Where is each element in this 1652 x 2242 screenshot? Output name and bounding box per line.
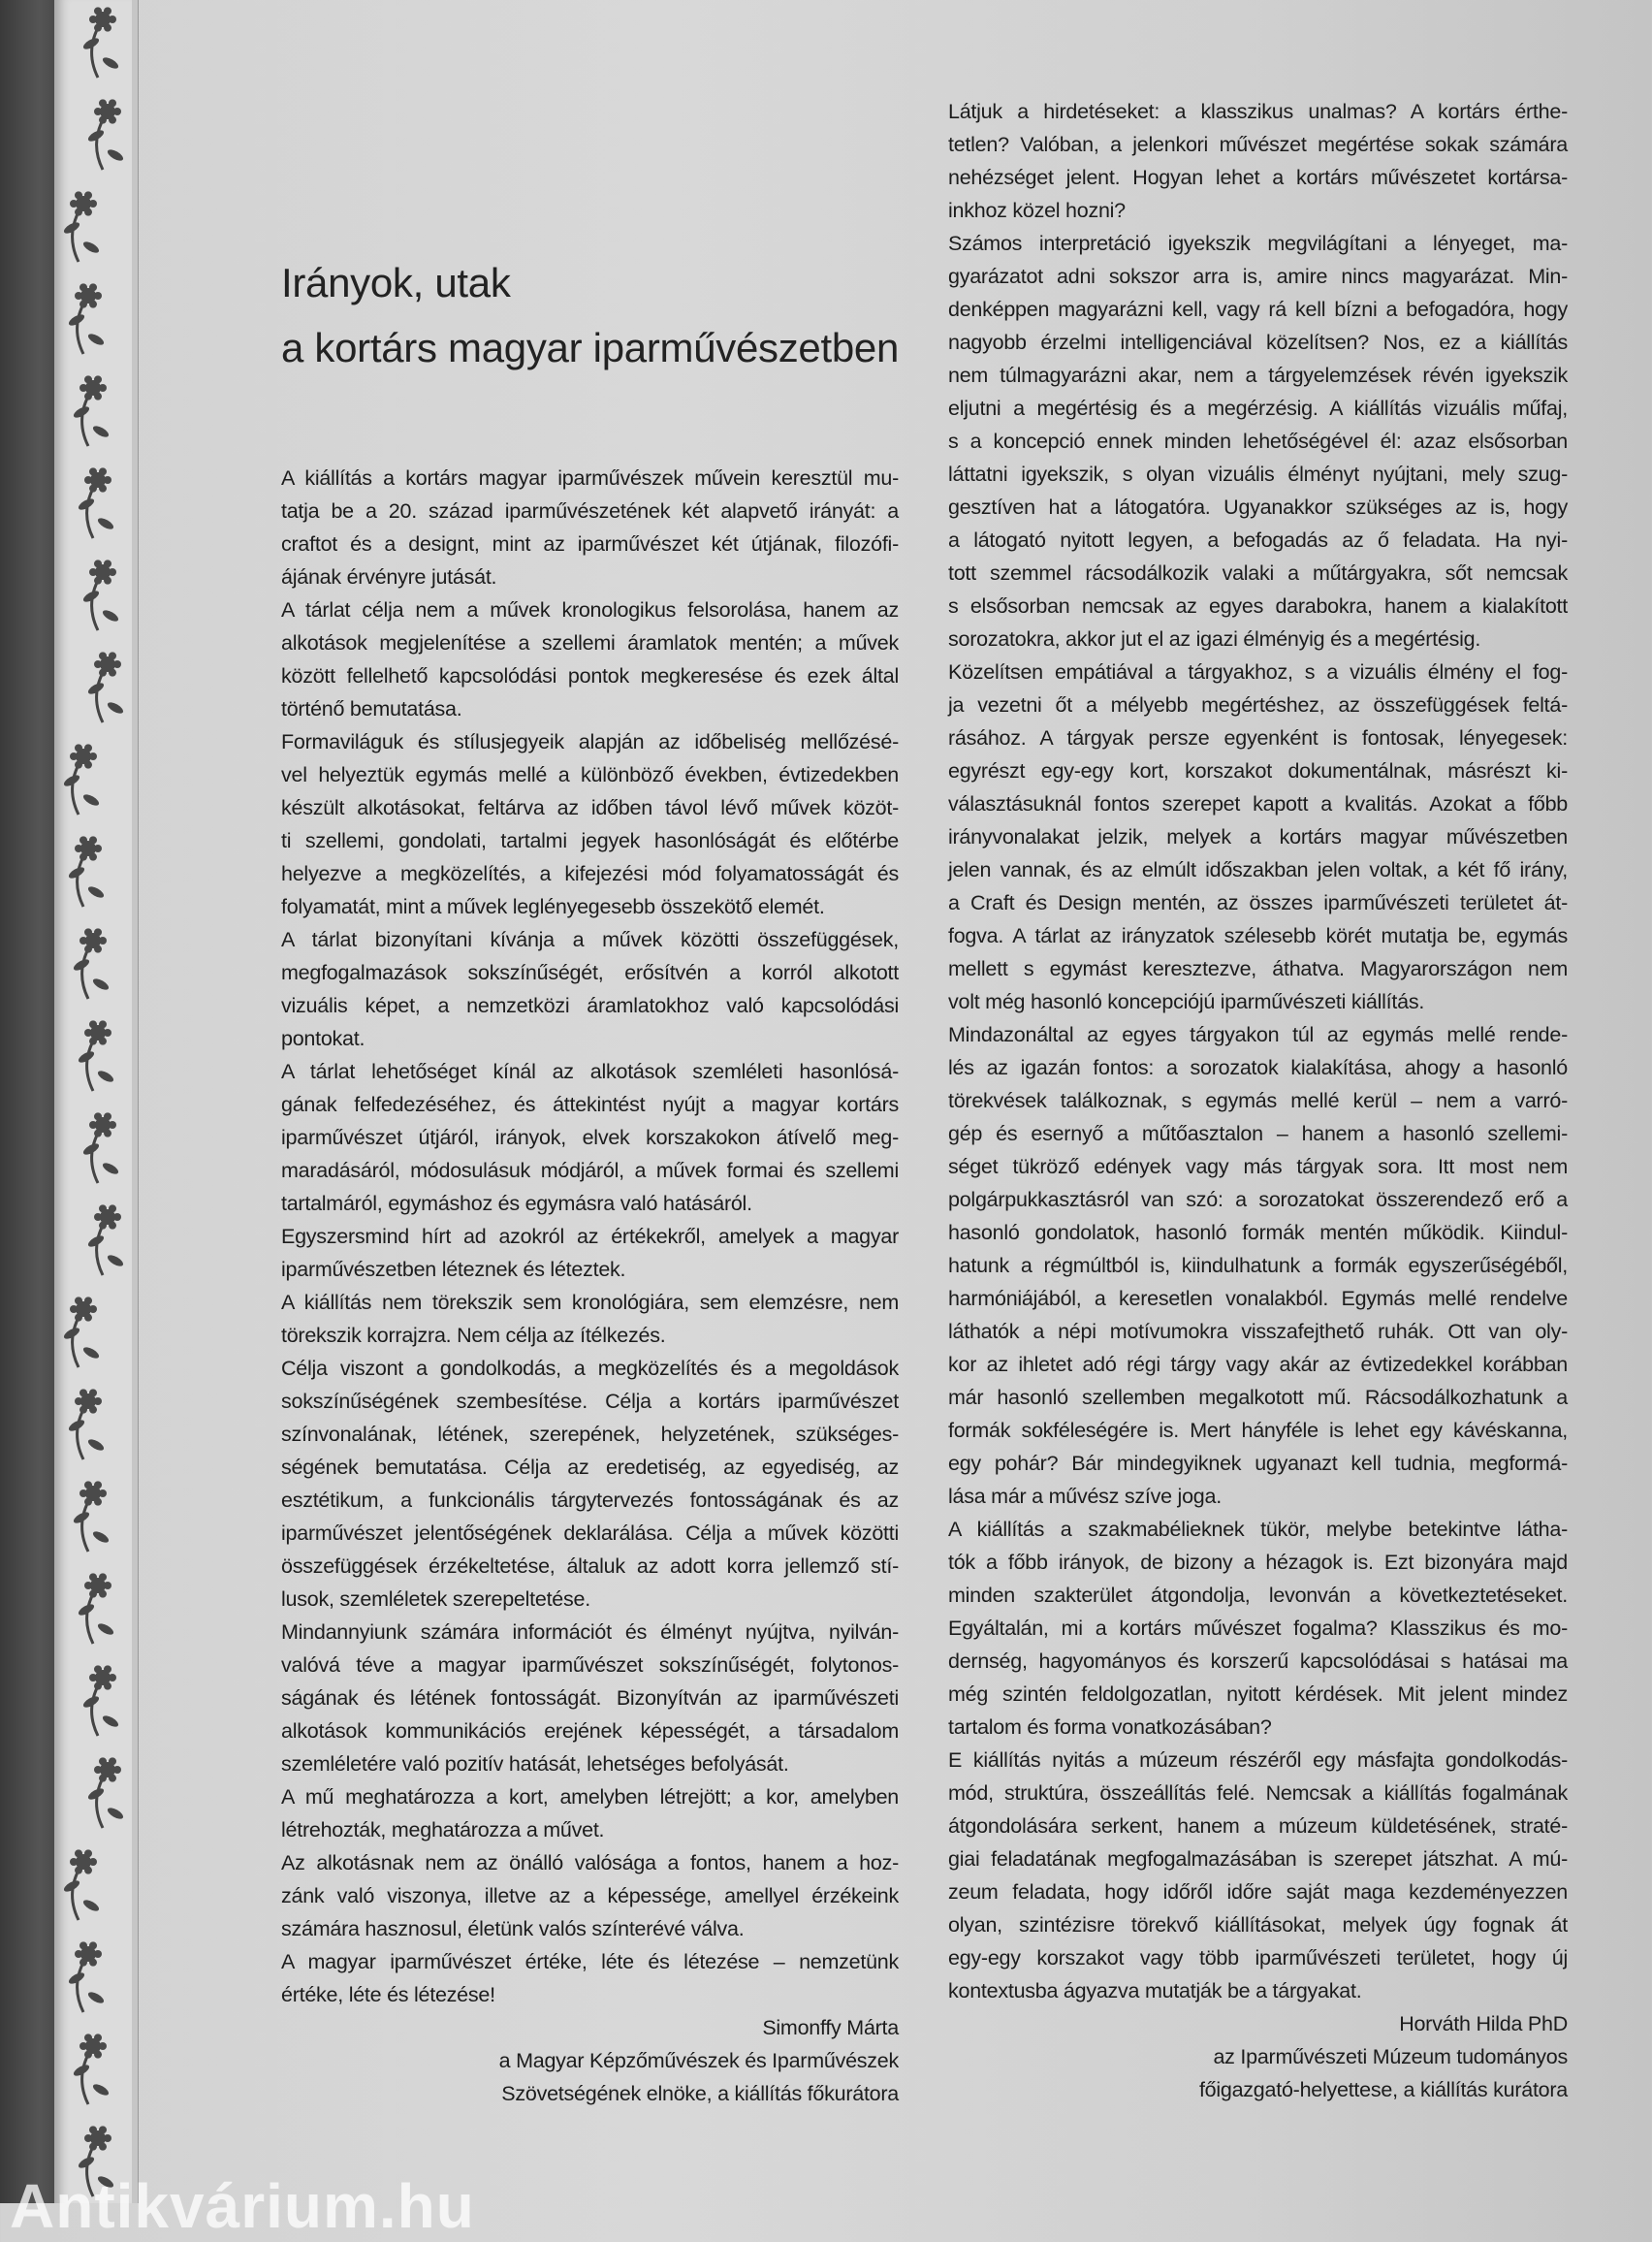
text-line: gyarázatot adni sokszor arra is, amire nincs magyarázat. Min- [948, 265, 1568, 288]
author-title: Szövetségének elnöke, a kiállítás főkurátora [501, 2082, 899, 2105]
text-line: iparművészetben léteznek és léteztek. [281, 1258, 626, 1281]
text-line: mellett s egymást keresztezve, áthatva. Magyarországon nem [948, 957, 1568, 980]
book-spine-shadow [0, 0, 56, 2203]
text-line: Közelítsen empátiával a tárgyakhoz, s a vizuális élmény el fog- [948, 660, 1568, 684]
text-line: ájának érvényre jutását. [281, 565, 497, 589]
text-line: szemléletére való pozitív hatását, lehetséges befolyását. [281, 1752, 789, 1776]
title-line-2: a kortárs magyar iparművészetben [281, 325, 900, 370]
text-line: zánk való viszonya, illetve az a képessége, amellyel érzékeink [281, 1884, 899, 1907]
paragraph [281, 1780, 899, 1846]
text-line: gának felfedezéséhez, és áttekintést nyújt a magyar kortárs [281, 1093, 899, 1116]
text-line: alkotások kommunikációs erejének képességét, a társadalom [281, 1719, 899, 1743]
text-line: egy-egy korszakot vagy több iparművészeti területet, hogy új [948, 1946, 1568, 1970]
paragraph [281, 923, 899, 1055]
text-line: sokszínűségének szembesítése. Célja a kortárs iparművészet [281, 1390, 899, 1413]
author-title: főigazgató-helyettese, a kiállítás kurátora [1198, 2078, 1568, 2101]
text-line: Célja viszont a gondolkodás, a megközelítés és a megoldások [281, 1357, 899, 1380]
text-line: Egyszersmind hírt ad azokról az értékekről, amelyek a magyar [281, 1225, 899, 1248]
text-line: A tárlat célja nem a művek kronologikus felsorolása, hanem az [281, 598, 899, 622]
text-line: megfogalmazások sokszínűségét, erősítvén a korról alkotott [281, 961, 899, 984]
paragraph [948, 227, 1568, 656]
text-line: valóvá téve a magyar iparművészet sokszínűségét, folytonos- [281, 1653, 899, 1677]
paragraph [281, 1616, 899, 1780]
text-line: ségének bemutatása. Célja az eredetiség, az egyediség, az [281, 1456, 899, 1479]
text-line: kor az ihletet adó régi tárgy vagy akár az évtizedekkel korábban [948, 1353, 1568, 1376]
page-edge [132, 0, 139, 2203]
text-line: gesztíven hat a látogatóra. Ugyanakkor szükséges az is, hogy [948, 496, 1568, 519]
text-line: irányvonalakat jelzik, melyek a kortárs magyar művészetben [948, 825, 1568, 849]
text-line: nem túlmagyarázni akar, nem a tárgyelemzések révén igyekszik [948, 364, 1568, 387]
text-line: hasonló gondolatok, hasonló formák mentén működik. Kiindul- [948, 1221, 1568, 1244]
text-line: létrehozták, meghatározza a művet. [281, 1818, 605, 1842]
paragraph [281, 725, 899, 923]
text-line: kontextusba ágyazva mutatják be a tárgyakat. [948, 1979, 1362, 2002]
text-line: láttatni igyekszik, s olyan vizuális élményt nyújtani, mely szug- [948, 463, 1568, 486]
text-line: A tárlat lehetőséget kínál az alkotások szemléleti hasonlósá- [281, 1060, 899, 1083]
text-line: mód, struktúra, összeállítás felé. Nemcsak a kiállítás fogalmának [948, 1781, 1568, 1805]
paragraph [281, 1286, 899, 1352]
text-line: helyezve a megközelítés, a kifejezési mód folyamatosságát és [281, 862, 899, 885]
text-line: vizuális képet, a nemzetközi áramlatokhoz való kapcsolódási [281, 994, 899, 1017]
text-line: tetlen? Valóban, a jelenkori művészet megértése sokak számára [948, 133, 1568, 156]
floral-pattern-border [54, 0, 135, 2203]
signature-block [948, 2007, 1568, 2106]
text-line: nagyobb érzelmi intelligenciával közelítsen? Nos, ez a kiállítás [948, 331, 1568, 354]
text-line: Az alkotásnak nem az önálló valósága a fontos, hanem a hoz- [281, 1851, 899, 1874]
paragraph [948, 95, 1568, 227]
text-line: egy pohár? Bár mindegyiknek ugyanazt kell tudnia, megformá- [948, 1452, 1568, 1475]
paragraph [281, 1055, 899, 1220]
signature-block [281, 2011, 899, 2110]
left-text-column [281, 462, 899, 2110]
text-line: iparművészet jelentőségének deklarálása. Célja a művek közötti [281, 1521, 899, 1545]
text-line: formák sokféleségére is. Mert hányféle is lehet egy kávéskanna, [948, 1419, 1568, 1442]
text-line: inkhoz közel hozni? [948, 199, 1126, 222]
text-line: volt még hasonló koncepciójú iparművészeti kiállítás. [948, 990, 1425, 1013]
text-line: összefüggések érzékeltetése, általuk az adott korra jellemző stí- [281, 1554, 899, 1578]
text-line: ti szellemi, gondolati, tartalmi jegyek hasonlóságát és előtérbe [281, 829, 899, 852]
text-line: választásuknál fontos szerepet kapott a kvalitás. Azokat a főbb [948, 792, 1568, 816]
author-title: a Magyar Képzőművészek és Iparművészek [498, 2049, 899, 2072]
text-line: s a koncepció ennek minden lehetőségével él: azaz elsősorban [948, 430, 1568, 453]
text-line: sorozatokra, akkor jut el az igazi élményig és a megértésig. [948, 627, 1481, 651]
text-line: számára hasznosul, életünk valós színterévé válva. [281, 1917, 745, 1940]
paragraph [948, 1018, 1568, 1513]
text-line: rásához. A tárgyak persze egyenként is fontosak, lényegesek: [948, 726, 1568, 750]
text-line: értéke, léte és létezése! [281, 1983, 495, 2006]
text-line: egyrészt egy-egy kort, korszakot dokumentálnak, másrészt ki- [948, 759, 1568, 783]
floral-pattern-icon [54, 0, 132, 2203]
text-line: A kiállítás a kortárs magyar iparművészek művein keresztül mu- [281, 466, 899, 490]
text-line: a Craft és Design mentén, az összes iparművészeti területet át- [948, 891, 1568, 914]
text-line: között fellelhető kapcsolódási pontok megkeresése és ezek által [281, 664, 899, 688]
text-line: színvonalának, létének, szerepének, helyzetének, szükséges- [281, 1423, 899, 1446]
text-line: dernség, hagyományos és korszerű kapcsolódásai s hatásai ma [948, 1649, 1568, 1673]
text-line: craftot és a designt, mint az iparművészet két útjának, filozófi- [281, 532, 899, 556]
watermark: Antikvárium.hu [10, 2171, 475, 2241]
text-line: Látjuk a hirdetéseket: a klasszikus unalmas? A kortárs érthe- [948, 100, 1568, 123]
text-line: maradásáról, módosulásuk módjáról, a művek formai és szellemi [281, 1159, 899, 1182]
paragraph [281, 1945, 899, 2011]
text-line: A magyar iparművészet értéke, léte és létezése – nemzetünk [281, 1950, 899, 1973]
paragraph [281, 1846, 899, 1945]
text-line: tott szemmel rácsodálkozik valaki a műtárgyakra, sőt nemcsak [948, 561, 1568, 585]
text-line: történő bemutatása. [281, 697, 462, 721]
text-line: készült alkotásokat, feltárva az időben távol lévő művek közöt- [281, 796, 899, 819]
text-line: lés az igazán fontos: a sorozatok kialakítása, ahogy a hasonló [948, 1056, 1568, 1079]
text-line: a látogató nyitott legyen, a befogadás az ő feladata. Ha nyi- [948, 528, 1568, 552]
text-line: láthatók a népi motívumokra visszafejthető ruhák. Ott van oly- [948, 1320, 1568, 1343]
text-line: tatja be a 20. század iparművészetének két alapvető irányát: a [281, 499, 899, 523]
text-line: pontokat. [281, 1027, 365, 1050]
text-line: denképpen magyarázni kell, vagy rá kell bízni a befogadóra, hogy [948, 298, 1568, 321]
paragraph [948, 1513, 1568, 1744]
text-line: lása már a művész szíve joga. [948, 1485, 1222, 1508]
paragraph [281, 1352, 899, 1616]
text-line: gép és esernyő a műtőasztalon – hanem a hasonló szellemi- [948, 1122, 1568, 1145]
text-line: s elsősorban nemcsak az egyes darabokra, hanem a kialakított [948, 594, 1568, 618]
text-line: törekvések találkoznak, s egymás mellé kerül – nem a varró- [948, 1089, 1568, 1112]
text-line: A tárlat bizonyítani kívánja a művek közötti összefüggések, [281, 928, 899, 951]
text-line: nehézséget jelent. Hogyan lehet a kortárs művészetet kortársa- [948, 166, 1568, 189]
text-line: Számos interpretáció igyekszik megvilágítani a lényeget, ma- [948, 232, 1568, 255]
author-title: az Iparművészeti Múzeum tudományos [1213, 2045, 1568, 2068]
text-line: lusok, szemléletek szerepeltetése. [281, 1587, 590, 1611]
text-line: esztétikum, a funkcionális tárgytervezés fontosságának és az [281, 1489, 899, 1512]
text-line: harmóniájából, a keresetlen vonalakból. Egymás mellé rendelve [948, 1287, 1568, 1310]
text-line: tartalom és forma vonatkozásában? [948, 1715, 1272, 1739]
text-line: vel helyeztük egymás mellé a különböző években, évtizedekben [281, 763, 899, 786]
text-line: A mű meghatározza a kort, amelyben létrejött; a kor, amelyben [281, 1785, 899, 1809]
text-line: olyan, szintézisre törekvő kiállításokat, melyek úgy fognak át [948, 1913, 1568, 1937]
text-line: alkotások megjelenítése a szellemi áramlatok mentén; a művek [281, 631, 899, 655]
author-name: Simonffy Márta [762, 2016, 899, 2039]
text-line: ja vezetni őt a mélyebb megértéshez, az összefüggések feltá- [948, 693, 1568, 717]
text-line: eljutni a megértésig és a megérzésig. A kiállítás vizuális műfaj, [948, 397, 1568, 420]
text-line: A kiállítás nem törekszik sem kronológiára, sem elemzésre, nem [281, 1291, 899, 1314]
paragraph [948, 656, 1568, 1018]
text-line: E kiállítás nyitás a múzeum részéről egy másfajta gondolkodás- [948, 1748, 1568, 1772]
text-line: zeum feladata, hogy időről időre saját maga kezdeményezzen [948, 1880, 1568, 1904]
text-line: polgárpukkasztásról van szó: a sorozatokat összerendező erő a [948, 1188, 1568, 1211]
text-line: tartalmáról, egymáshoz és egymásra való hatásáról. [281, 1192, 752, 1215]
text-line: Mindazonáltal az egyes tárgyakon túl az egymás mellé rende- [948, 1023, 1568, 1046]
text-line: ságának és létének fontosságát. Bizonyítván az iparművészeti [281, 1686, 899, 1710]
text-line: Egyáltalán, mi a kortárs művészet fogalma? Klasszikus és mo- [948, 1617, 1568, 1640]
author-name: Horváth Hilda PhD [1399, 2012, 1568, 2035]
text-line: átgondolására serkent, hanem a múzeum küldetésének, straté- [948, 1814, 1568, 1838]
page-title [281, 250, 899, 380]
text-line: törekszik korrajzra. Nem célja az ítélkezés. [281, 1324, 666, 1347]
text-line: fogva. A tárlat az irányzatok szélesebb körét mutatja be, egymás [948, 924, 1568, 947]
text-line: tók a főbb irányok, de bizony a hézagok is. Ezt bizonyára majd [948, 1551, 1568, 1574]
text-line: A kiállítás a szakmabélieknek tükör, melybe betekintve látha- [948, 1518, 1568, 1541]
paragraph [281, 593, 899, 725]
text-line: folyamatát, mint a művek leglényegesebb összekötő elemét. [281, 895, 825, 918]
text-line: Mindannyiunk számára információt és élményt nyújtva, nyilván- [281, 1620, 899, 1644]
text-line: séget tükröző edények vagy más tárgyak sora. Itt most nem [948, 1155, 1568, 1178]
text-line: Formaviláguk és stílusjegyeik alapján az időbeliség mellőzésé- [281, 730, 899, 753]
right-text-column [948, 95, 1568, 2106]
text-line: jelen vannak, és az elmúlt időszakban jelen voltak, a két fő irány, [948, 858, 1568, 881]
title-line-1: Irányok, utak [281, 260, 511, 305]
paragraph [281, 1220, 899, 1286]
paragraph [948, 1744, 1568, 2007]
text-line: minden szakterület átgondolja, levonván a következtetéseket. [948, 1584, 1568, 1607]
text-line: még szintén feldolgozatlan, nyitott kérdések. Mit jelent mindez [948, 1682, 1568, 1706]
text-line: már hasonló szellemben megalkotott mű. Rácsodálkozhatunk a [948, 1386, 1568, 1409]
text-line: giai feladatának megfogalmazásában is szerepet játszhat. A mú- [948, 1847, 1568, 1871]
paragraph [281, 462, 899, 593]
text-line: hatunk a régmúltból is, kiindulhatunk a formák egyszerűségéből, [948, 1254, 1568, 1277]
text-line: iparművészet útjáról, irányok, elvek korszakokon átívelő meg- [281, 1126, 899, 1149]
